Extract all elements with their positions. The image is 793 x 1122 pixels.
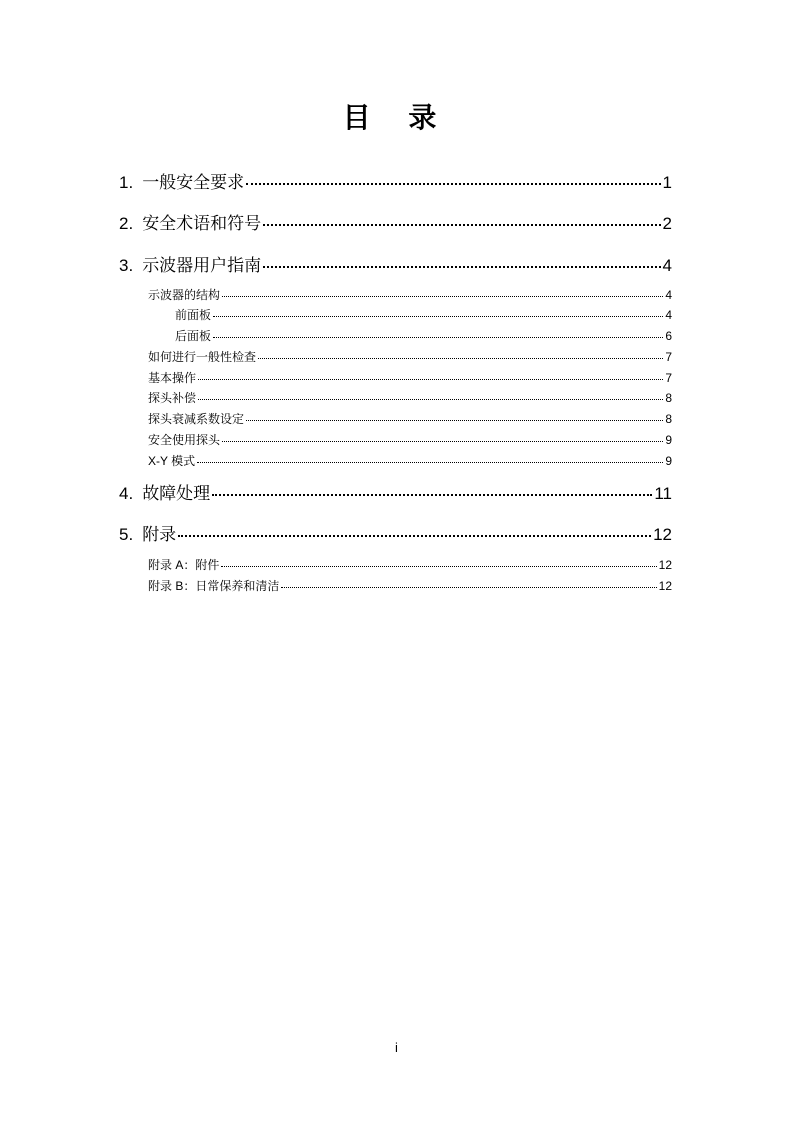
toc-entry-title: 示波器的结构 <box>148 288 221 302</box>
toc-dot-leader <box>197 453 663 465</box>
toc-entry-3-2[interactable] <box>148 348 672 365</box>
toc-entry-page: 7 <box>665 350 672 364</box>
toc-entry-page: 12 <box>658 579 672 593</box>
toc-entry-page: 7 <box>665 371 672 385</box>
toc-entry-number: 3. <box>119 256 134 275</box>
toc-dot-leader <box>198 390 663 402</box>
toc-entry-page: 8 <box>665 412 672 426</box>
toc-entry-title: 安全使用探头 <box>148 433 221 447</box>
toc-dot-leader <box>222 287 663 299</box>
toc-entry-3-1-2[interactable] <box>175 327 672 344</box>
toc-entry-3-6[interactable] <box>148 431 672 448</box>
toc-entry-title: 一般安全要求 <box>142 173 245 192</box>
toc-dot-leader <box>246 411 663 423</box>
toc-dot-leader <box>263 254 660 271</box>
toc-entry-5-a[interactable] <box>148 556 672 573</box>
toc-dot-leader <box>281 578 656 590</box>
toc-entry-4[interactable] <box>119 479 672 503</box>
toc-entry-3-7[interactable] <box>148 452 672 469</box>
toc-entry-title: 如何进行一般性检查 <box>148 350 257 364</box>
toc-entry-number: 2. <box>119 214 134 233</box>
toc-entry-title: 附录 A：附件 <box>148 558 220 572</box>
toc-entry-5-b[interactable] <box>148 577 672 594</box>
toc-entry-2[interactable] <box>119 209 672 233</box>
toc-entry-title: 示波器用户指南 <box>142 256 262 275</box>
toc-entry-page: 4 <box>665 288 672 302</box>
toc-entry-page: 9 <box>665 433 672 447</box>
toc-entry-3-3[interactable] <box>148 369 672 386</box>
toc-dot-leader <box>258 349 663 361</box>
toc-entry-number: 1. <box>119 173 134 192</box>
toc-entry-title: 安全术语和符号 <box>142 214 262 233</box>
toc-entry-number: 4. <box>119 484 134 503</box>
toc-dot-leader <box>212 482 652 499</box>
toc-entry-title: 基本操作 <box>148 371 197 385</box>
toc-entry-page: 8 <box>665 391 672 405</box>
toc-dot-leader <box>213 328 663 340</box>
toc-entry-title: 附录 <box>142 525 177 544</box>
toc-entry-page: 9 <box>665 454 672 468</box>
toc-entry-title: 探头衰减系数设定 <box>148 412 245 426</box>
toc-dot-leader <box>198 370 663 382</box>
toc-entry-3[interactable] <box>119 251 672 275</box>
toc-entry-page: 1 <box>662 173 672 192</box>
toc-entry-title: 前面板 <box>175 308 212 322</box>
toc-dot-leader <box>222 432 663 444</box>
toc-entry-page: 12 <box>653 525 672 544</box>
toc-entry-3-1[interactable] <box>148 286 672 303</box>
toc-entry-title: 探头补偿 <box>148 391 197 405</box>
page-title: 目 录 <box>342 101 451 134</box>
toc-entry-page: 6 <box>665 329 672 343</box>
footer-page-number: i <box>395 1040 398 1055</box>
toc-entry-title: 后面板 <box>175 329 212 343</box>
toc-entry-title: 附录 B：日常保养和清洁 <box>148 579 280 593</box>
toc-dot-leader <box>221 557 656 569</box>
toc-entry-page: 12 <box>658 558 672 572</box>
toc-dot-leader <box>213 307 663 319</box>
toc-entry-title: 故障处理 <box>142 484 211 503</box>
toc-entry-page: 4 <box>665 308 672 322</box>
toc-entry-3-4[interactable] <box>148 389 672 406</box>
toc-entry-3-1-1[interactable] <box>175 306 672 323</box>
toc-entry-number: 5. <box>119 525 134 544</box>
toc-entry-page: 4 <box>662 256 672 275</box>
toc-entry-page: 11 <box>654 484 672 503</box>
toc-dot-leader <box>263 212 660 229</box>
toc-dot-leader <box>178 523 651 540</box>
toc-entry-5[interactable] <box>119 520 672 544</box>
toc-entry-1[interactable] <box>119 168 672 192</box>
toc-dot-leader <box>246 171 660 188</box>
toc-entry-title: X-Y 模式 <box>148 454 196 468</box>
toc-entry-3-5[interactable] <box>148 410 672 427</box>
toc-entry-page: 2 <box>662 214 672 233</box>
